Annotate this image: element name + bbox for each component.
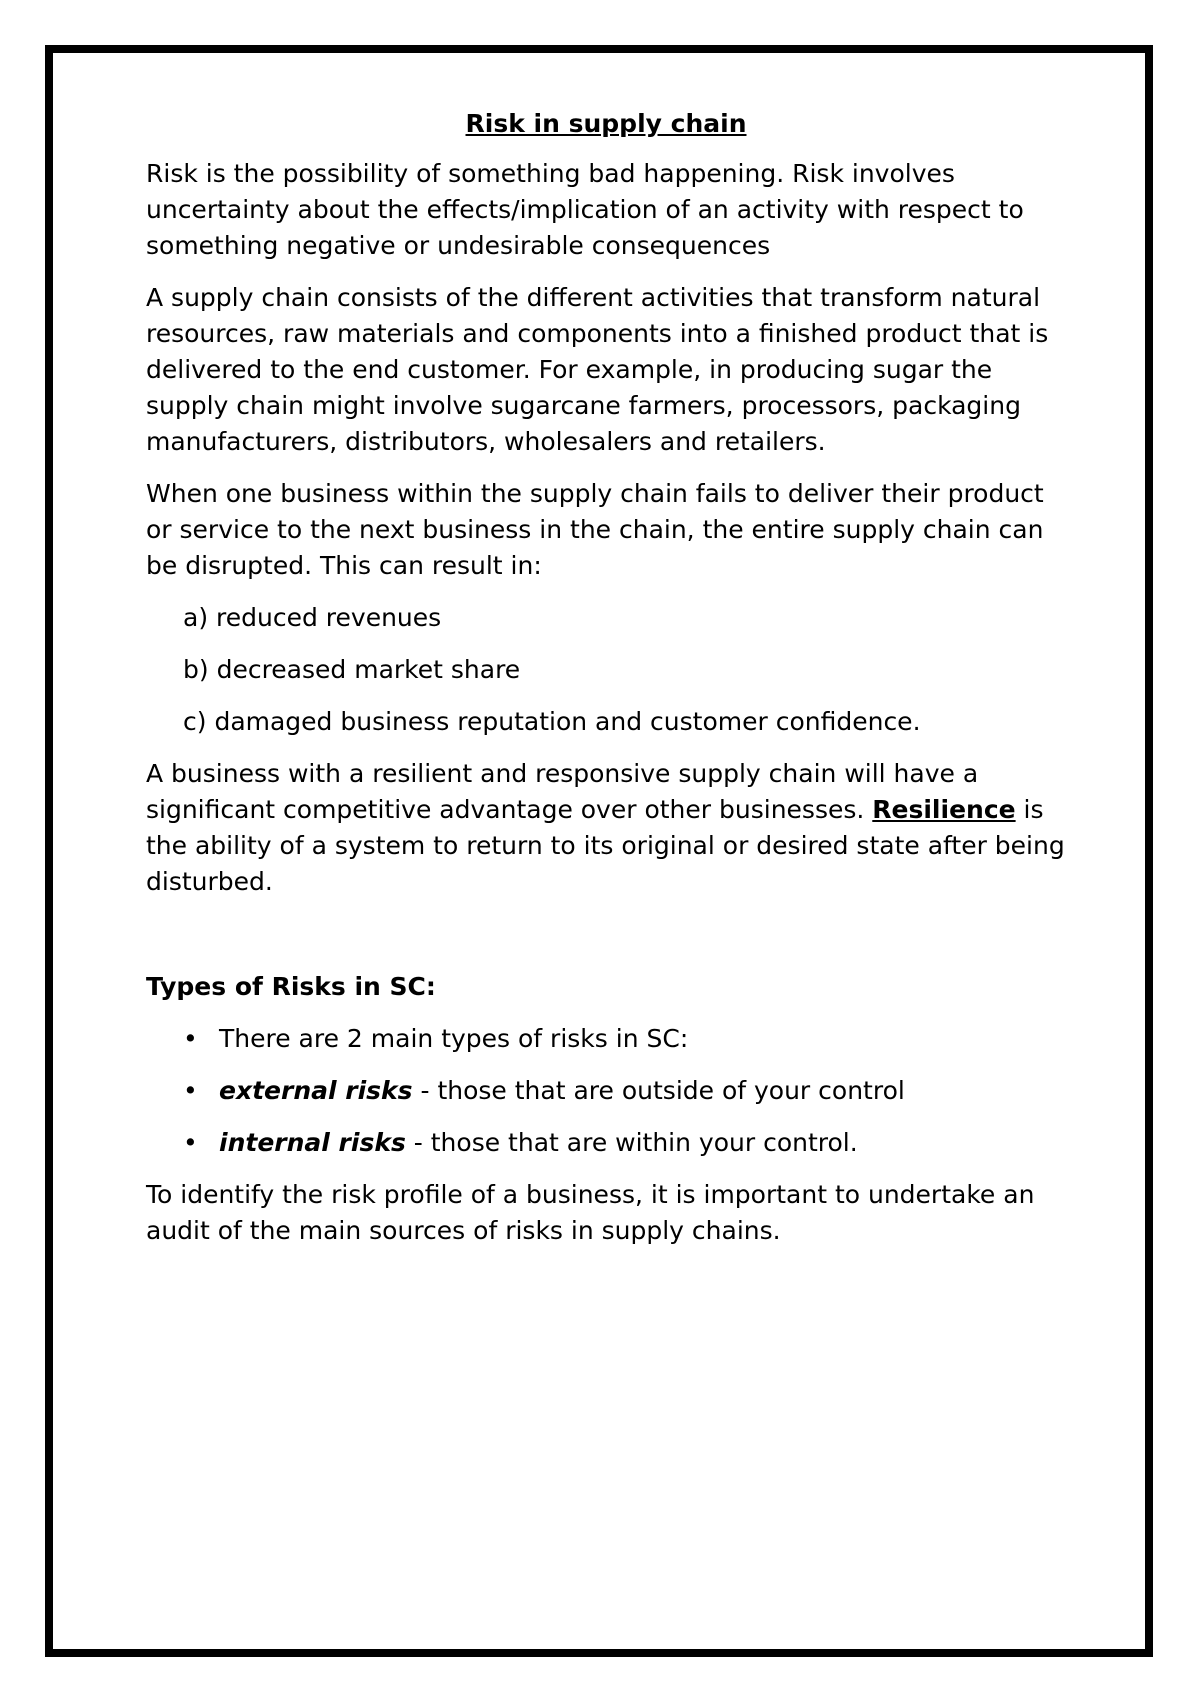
list-item: c) damaged business reputation and customer confidence. — [183, 707, 921, 736]
internal-risks-desc: - those that are within your control. — [405, 1128, 858, 1157]
spacer — [146, 916, 1066, 969]
list-item: a) reduced revenues — [183, 603, 442, 632]
external-risks-term: external risks — [219, 1076, 413, 1105]
supply-chain-definition-paragraph: A supply chain consists of the different activities that transform natural resources, raw materials and components into a finished product that is delivered to the end customer. For example, in producing sugar the supply chain might involve sugarcane farmers, processors, packaging manufacturers, distributors, wholesalers and retailers. — [146, 283, 1049, 456]
internal-risks-term: internal risks — [219, 1128, 406, 1157]
document-body — [146, 106, 1066, 1265]
list-item — [183, 1021, 1066, 1057]
resilience-paragraph — [146, 756, 1066, 900]
closing-paragraph: To identify the risk profile of a business, it is important to undertake an audit of the main sources of risks in supply chains. — [146, 1180, 1035, 1245]
disruption-paragraph: When one business within the supply chain fails to deliver their product or service to the next business in the chain, the entire supply chain can be disrupted. This can result in: — [146, 479, 1044, 580]
bullet-icon: • — [183, 1024, 198, 1053]
risk-types-list — [146, 1021, 1066, 1161]
list-item — [183, 1125, 1066, 1161]
external-risks-desc: - those that are outside of your control — [412, 1076, 905, 1105]
resilience-term: Resilience — [872, 795, 1016, 824]
resilience-text-after: is the ability of a system to return to its original or desired state after being disturbed. — [146, 795, 1065, 896]
bullet-icon: • — [183, 1076, 198, 1105]
list-item — [183, 1073, 1066, 1109]
disruption-results-list — [146, 600, 1066, 740]
types-intro: There are 2 main types of risks in SC: — [219, 1024, 689, 1053]
bullet-icon: • — [183, 1128, 198, 1157]
resilience-text-before: A business with a resilient and responsive supply chain will have a significant competitive advantage over other businesses. — [146, 759, 979, 824]
document-title: Risk in supply chain — [465, 109, 747, 138]
list-item: b) decreased market share — [183, 655, 521, 684]
risk-definition-paragraph: Risk is the possibility of something bad happening. Risk involves uncertainty about the effects/implication of an activity with respect to something negative or undesirable consequences — [146, 159, 1024, 260]
types-heading: Types of Risks in SC: — [146, 972, 436, 1001]
